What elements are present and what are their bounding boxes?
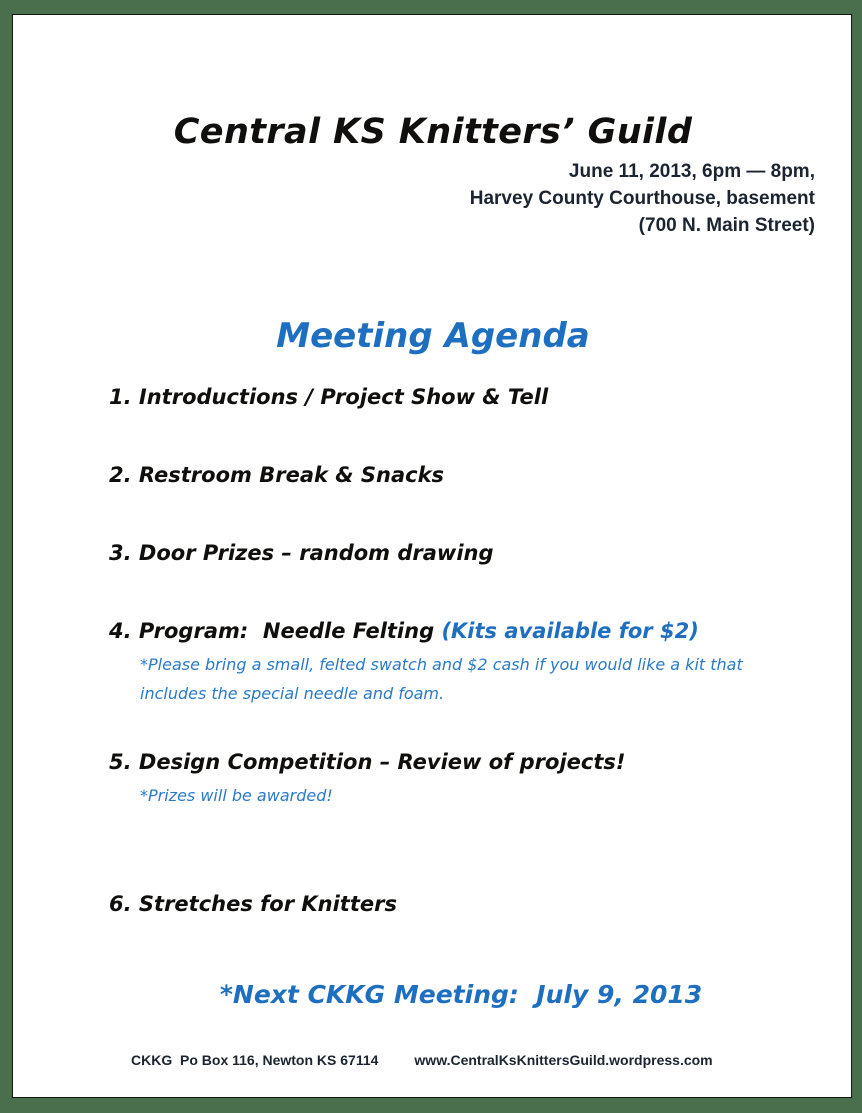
footer-address: CKKG Po Box 116, Newton KS 67114 — [131, 1052, 379, 1068]
agenda-item-6-text — [109, 890, 829, 918]
agenda-item-1-number: 1. — [109, 385, 132, 409]
agenda-spacer — [109, 567, 829, 617]
event-detail-date: June 11, 2013, 6pm — 8pm, — [568, 161, 815, 182]
footer-website[interactable]: www.CentralKsKnittersGuild.wordpress.com — [414, 1052, 713, 1068]
event-details-block — [295, 158, 815, 239]
agenda-item-4-highlight: (Kits available for $2) — [441, 619, 699, 643]
page-footer — [131, 1049, 791, 1071]
agenda-item-1-text — [109, 383, 829, 411]
agenda-item-5-number: 5. — [109, 750, 132, 774]
agenda-spacer — [109, 411, 829, 461]
agenda-item-3-label: Door Prizes – random drawing — [138, 541, 494, 565]
agenda-item-4-text — [109, 617, 829, 645]
event-detail-address: (700 N. Main Street) — [638, 215, 815, 236]
agenda-item-5-note: *Prizes will be awarded! — [140, 786, 333, 805]
agenda-item-5 — [109, 748, 829, 810]
agenda-item-4-number: 4. — [109, 619, 132, 643]
agenda-item-2-text — [109, 461, 829, 489]
document-page — [12, 14, 852, 1098]
agenda-item-2-label: Restroom Break & Snacks — [138, 463, 445, 487]
agenda-heading: Meeting Agenda — [276, 316, 590, 357]
agenda-item-5-text — [109, 748, 829, 776]
agenda-item-1 — [109, 383, 829, 411]
agenda-list — [109, 383, 829, 918]
agenda-item-6-label: Stretches for Knitters — [138, 892, 397, 916]
agenda-spacer — [109, 708, 829, 748]
agenda-item-6-number: 6. — [109, 892, 132, 916]
agenda-item-5-label: Design Competition – Review of projects! — [138, 750, 626, 774]
agenda-item-3-text — [109, 539, 829, 567]
event-detail-venue: Harvey County Courthouse, basement — [469, 188, 815, 209]
agenda-item-3-number: 3. — [109, 541, 132, 565]
agenda-item-2-number: 2. — [109, 463, 132, 487]
agenda-item-2 — [109, 461, 829, 489]
agenda-item-4 — [109, 617, 829, 708]
agenda-item-4-label: Program: Needle Felting — [138, 619, 442, 643]
agenda-item-3 — [109, 539, 829, 567]
agenda-spacer — [109, 810, 829, 890]
agenda-item-6 — [109, 890, 829, 918]
page-title: Central KS Knitters’ Guild — [173, 112, 693, 153]
agenda-spacer — [109, 489, 829, 539]
next-meeting-callout: *Next CKKG Meeting: July 9, 2013 — [219, 980, 703, 1009]
agenda-item-4-note: *Please bring a small, felted swatch and $2 cash if you would like a kit that includes the special needle and foam. — [140, 655, 743, 703]
agenda-item-1-label: Introductions / Project Show & Tell — [138, 385, 549, 409]
